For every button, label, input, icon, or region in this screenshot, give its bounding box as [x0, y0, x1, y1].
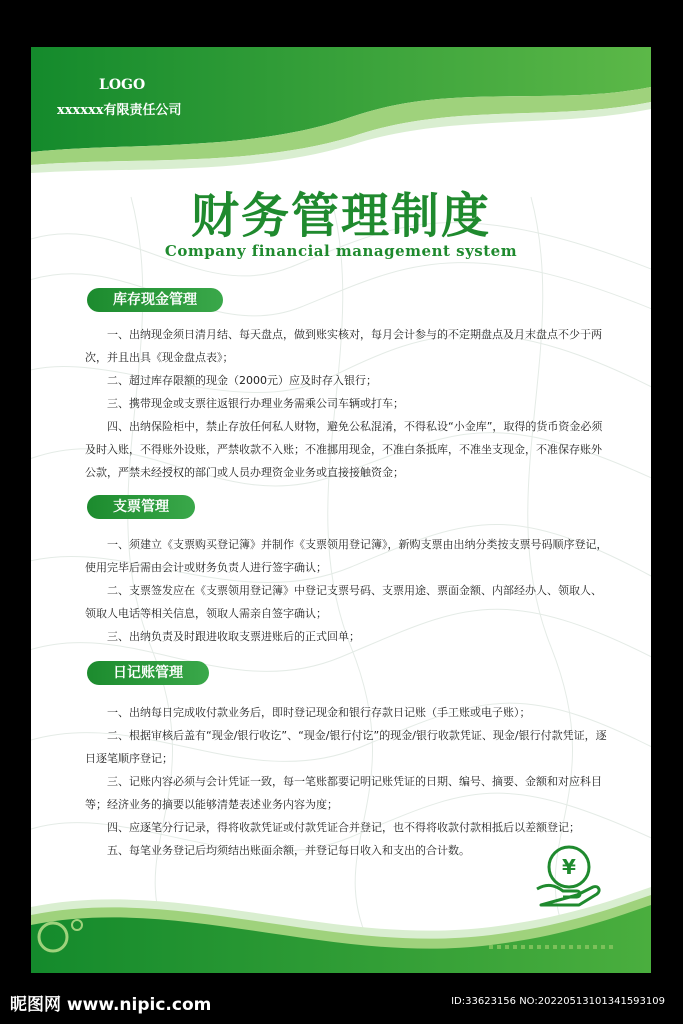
cheque-item-2: 二、支票签发应在《支票领用登记簿》中登记支票号码、支票用途、票面金额、内部经办人、领取人、领取人电话等相关信息，领取人需亲自签字确认； [85, 584, 602, 620]
logo-text: LOGO [99, 77, 146, 93]
svg-text:¥: ¥ [562, 855, 576, 879]
watermark-site: 昵图网 www.nipic.com [10, 995, 212, 1015]
cash-item-2: 二、超过库存限额的现金（2000元）应及时存入银行； [107, 374, 377, 387]
cash-item-4: 四、出纳保险柜中，禁止存放任何私人财物，避免公私混淆，不得私设“小金库”，取得的货币资金必须及时入账，不得账外设账，严禁收款不入账；不准挪用现金，不准白条抵库，不准坐支现金，不准保存账外公款，严禁未经授权的部门或人员办理资金业务或直接接触资金； [85, 420, 603, 479]
cash-item-3: 三、携带现金或支票往返银行办理业务需乘公司车辆或打车； [107, 397, 404, 410]
cheque-item-1: 一、须建立《支票购买登记簿》并制作《支票领用登记簿》，新购支票由出纳分类按支票号码顺序登记，使用完毕后需由会计或财务负责人进行签字确认； [85, 538, 608, 574]
journal-item-4: 四、应逐笔分行记录，得将收款凭证或付款凭证合并登记，也不得将收款付款相抵后以差额登记； [107, 821, 580, 834]
decorative-dots [489, 945, 639, 955]
journal-item-3: 三、记账内容必须与会计凭证一致，每一笔账都要记明记账凭证的日期、编号、摘要、金额和对应科目等；经济业务的摘要以能够清楚表述业务内容为度； [85, 775, 602, 811]
cash-item-1: 一、出纳现金须日清月结、每天盘点，做到账实核对，每月会计参与的不定期盘点及月末盘点不少于两次，并且出具《现金盘点表》； [85, 328, 602, 364]
section-heading-journal: 日记账管理 [87, 661, 209, 685]
company-name: xxxxxx有限责任公司 [57, 103, 182, 118]
watermark-id: ID:33623156 NO:20220513101341593109 [451, 996, 665, 1007]
cheque-item-3: 三、出纳负责及时跟进收取支票进账后的正式回单； [107, 630, 360, 643]
page-subtitle: Company financial management system [164, 242, 518, 260]
journal-item-5: 五、每笔业务登记后均须结出账面余额，并登记每日收入和支出的合计数。 [107, 844, 470, 857]
poster [31, 47, 651, 973]
section-heading-cash: 库存现金管理 [87, 288, 223, 312]
section-body-journal [85, 701, 611, 862]
bottom-green-wave [31, 877, 651, 973]
section-body-cash [85, 323, 611, 484]
section-heading-cheque: 支票管理 [87, 495, 195, 519]
page-title: 财务管理制度 [190, 188, 491, 244]
section-body-cheque [85, 533, 611, 648]
journal-item-2: 二、根据审核后盖有“现金/银行收讫”、“现金/银行付讫”的现金/银行收款凭证、现金/银行付款凭证，逐日逐笔顺序登记； [85, 729, 607, 765]
journal-item-1: 一、出纳每日完成收付款业务后，即时登记现金和银行存款日记账（手工账或电子账）； [107, 706, 531, 719]
